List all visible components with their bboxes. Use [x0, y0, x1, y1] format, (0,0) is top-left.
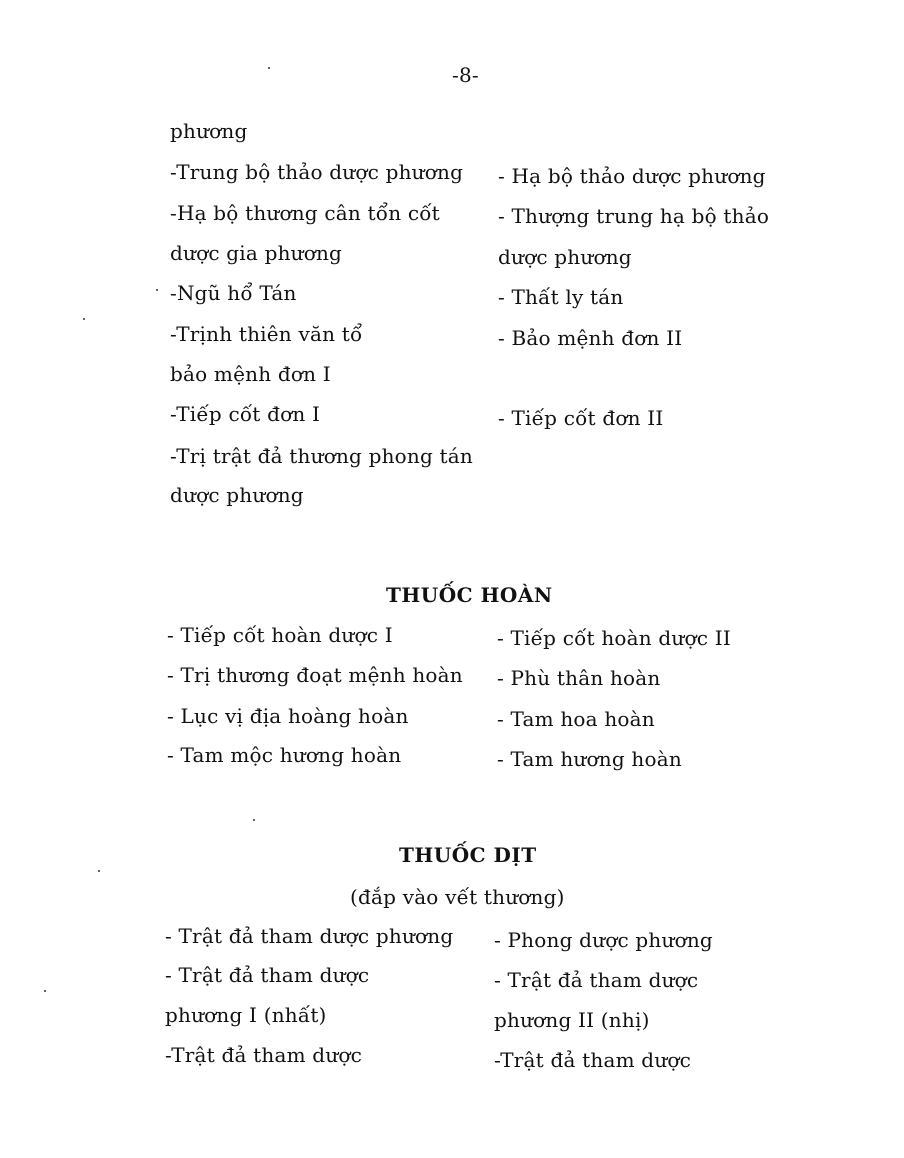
section-subheading: (đắp vào vết thương) — [350, 885, 565, 909]
list-item: - Trật đả tham dược — [494, 968, 699, 992]
list-item: - Trị thương đoạt mệnh hoàn — [167, 663, 463, 687]
list-item: - Tam mộc hương hoàn — [167, 743, 402, 767]
section-heading: THUỐC DỊT — [399, 843, 537, 867]
list-item: - Tam hương hoàn — [497, 747, 682, 771]
list-item: - Phong dược phương — [494, 928, 713, 952]
list-item: - Tiếp cốt hoàn dược I — [167, 623, 393, 647]
scan-speck — [268, 67, 270, 69]
list-item: - Lục vị địa hoàng hoàn — [167, 704, 409, 728]
list-item: -Ngũ hổ Tán — [170, 281, 297, 305]
list-item: -Tiếp cốt đơn I — [170, 402, 321, 426]
page-number: -8- — [452, 63, 479, 87]
list-item: - Thất ly tán — [498, 285, 624, 309]
list-item: phương II (nhị) — [494, 1008, 650, 1032]
scan-speck — [83, 318, 85, 320]
list-item: -Trịnh thiên văn tổ — [170, 322, 363, 346]
scan-speck — [44, 990, 46, 992]
list-item: - Bảo mệnh đơn II — [498, 326, 683, 350]
list-item: - Phù thân hoàn — [497, 666, 661, 690]
list-item: phương I (nhất) — [165, 1003, 327, 1027]
scan-speck — [98, 870, 100, 872]
list-item: phương — [170, 119, 248, 143]
list-item: -Trị trật đả thương phong tán — [170, 444, 473, 468]
list-item: -Trung bộ thảo dược phương — [170, 160, 464, 184]
list-item: dược phương — [170, 483, 304, 507]
list-item: - Tiếp cốt đơn II — [498, 406, 664, 430]
scan-speck — [253, 819, 255, 821]
list-item: -Trật đả tham dược — [494, 1048, 692, 1072]
list-item: - Trật đả tham dược — [165, 963, 370, 987]
list-item: bảo mệnh đơn I — [170, 362, 331, 386]
section-heading: THUỐC HOÀN — [386, 583, 553, 607]
list-item: dược phương — [498, 245, 632, 269]
list-item: - Tiếp cốt hoàn dược II — [497, 626, 731, 650]
list-item: dược gia phương — [170, 241, 343, 265]
scan-speck — [156, 289, 158, 291]
list-item: -Hạ bộ thương cân tổn cốt — [170, 201, 440, 225]
list-item: -Trật đả tham dược — [165, 1043, 363, 1067]
list-item: - Trật đả tham dược phương — [165, 924, 454, 948]
list-item: - Tam hoa hoàn — [497, 707, 655, 731]
list-item: - Hạ bộ thảo dược phương — [498, 164, 766, 188]
list-item: - Thượng trung hạ bộ thảo — [498, 204, 770, 228]
